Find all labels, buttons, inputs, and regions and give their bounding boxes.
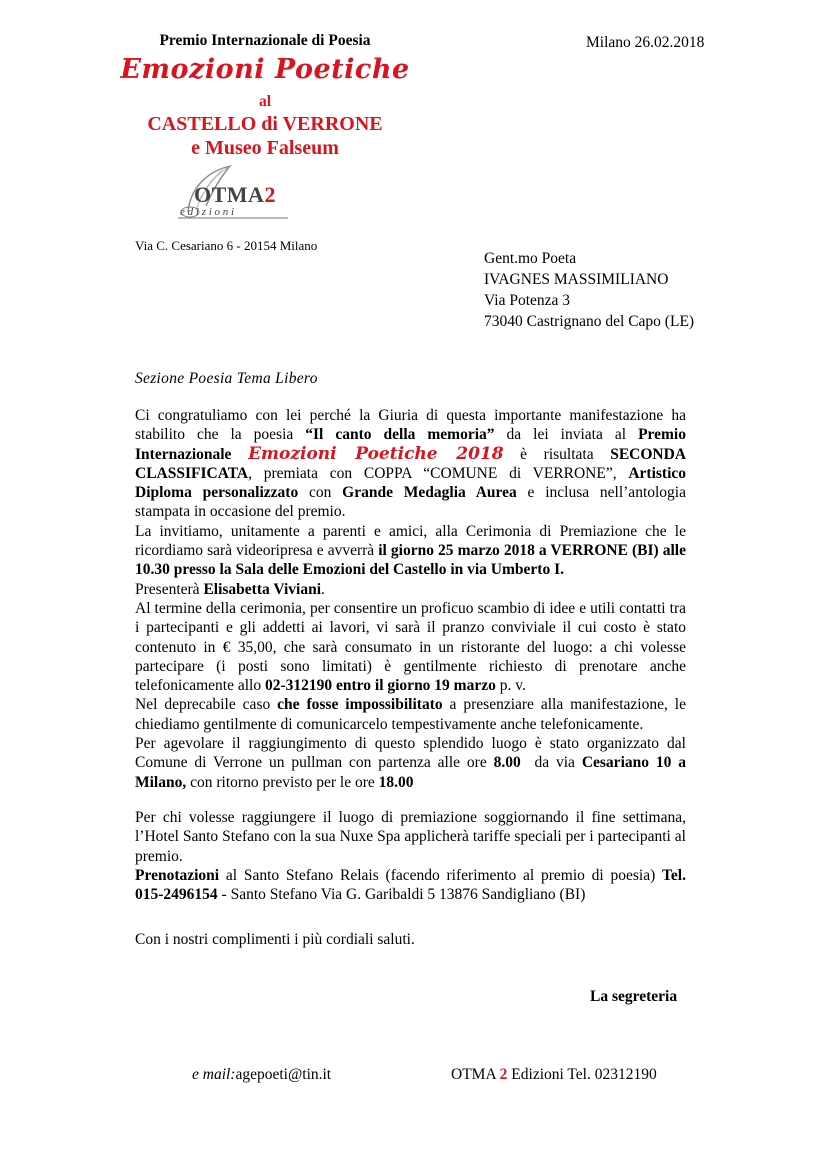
departure-address: Cesariano 10 a Milano, <box>135 754 686 791</box>
recipient-block <box>484 248 694 332</box>
footer-otma-name: OTMA <box>451 1066 500 1083</box>
footer-otma-number: 2 <box>499 1066 508 1083</box>
ceremony-details: il giorno 25 marzo 2018 a VERRONE (BI) alle 10.30 presso la Sala delle Emozioni del Castello in via Umberto I. <box>135 542 686 579</box>
otma-logo <box>160 160 300 230</box>
poem-title: “Il canto della memoria” <box>305 426 495 444</box>
premio-name: Premio Internazionale <box>135 426 686 463</box>
text-run: La invitiamo, unitamente a parenti e amici, alla Cerimonia di Premiazione che le ricordiamo sarà videoripresa e avverrà <box>135 522 686 560</box>
closing-line: Con i nostri complimenti i più cordiali saluti. <box>135 931 415 948</box>
paragraph-gap <box>135 792 686 808</box>
classification: SECONDA CLASSIFICATA <box>135 445 687 482</box>
text-run: . <box>321 580 325 598</box>
letterhead <box>70 30 460 160</box>
presenter-name: Elisabetta Viviani <box>203 580 321 598</box>
diploma: Artistico Diploma personalizzato <box>135 464 686 502</box>
footer-otma <box>451 1066 657 1084</box>
return-time: 18.00 <box>378 773 414 791</box>
absence-emphasis: che fosse impossibilitato <box>277 696 443 714</box>
paragraph-invitation <box>135 522 686 580</box>
email-label: e mail: <box>192 1066 236 1083</box>
text-run: a presenziare alla manifestazione, le chiediamo gentilmente di comunicarcelo tempestivamente anche telefonicamente. <box>135 696 686 733</box>
al-word: al <box>258 93 272 110</box>
paragraph-lunch <box>135 599 686 695</box>
booking-label: Prenotazioni <box>135 866 220 884</box>
text-run: p. v. <box>495 677 526 695</box>
paragraph-booking <box>135 866 686 905</box>
footer-email <box>192 1066 331 1084</box>
letter-date: Milano 26.02.2018 <box>586 34 705 51</box>
medal: Grande Medaglia Aurea <box>342 484 517 502</box>
paragraph-bus <box>135 734 686 792</box>
text-run: con <box>298 484 343 502</box>
paragraph-congratulations <box>135 406 686 522</box>
hotel-phone: Tel. 015-2496154 <box>135 866 686 904</box>
sender-address: Via C. Cesariano 6 - 20154 Milano <box>135 238 318 253</box>
emozioni-inline: Emozioni Poetiche 2018 <box>248 443 504 464</box>
text-run: , premiata con COPPA “COMUNE di VERRONE”, <box>248 464 629 482</box>
text-run: Al termine della cerimonia, per consentire un proficuo scambio di idee e utili contatti tra i partecipanti e gli addetti ai lavori, vi sarà il pranzo conviviale il cui costo è stato contenuto in € 35,00, che sarà consumato in un ristorante del luogo: a chi volesse partecipare (i posti sono limitati) è gentilmente richiesto di prenotare anche telefonicamente allo <box>135 599 686 695</box>
paragraph-presenter <box>135 580 686 599</box>
text-run: da via <box>520 754 582 772</box>
text-run: da lei inviata al <box>494 426 639 444</box>
museo-line: e Museo Falseum <box>191 137 339 159</box>
logo-text: OTMA <box>194 182 265 207</box>
footer-otma-phone: Edizioni Tel. 02312190 <box>507 1066 657 1083</box>
paragraph-absence <box>135 695 686 734</box>
letter-body <box>135 406 686 904</box>
logo-subtitle: e d i z i o n i <box>180 206 235 218</box>
email-link[interactable]: agepoeti@tin.it <box>235 1066 332 1083</box>
text-run: al Santo Stefano Relais (facendo riferimento al premio di poesia) <box>219 866 663 884</box>
paragraph-hotel: Per chi volesse raggiungere il luogo di premiazione soggiornando il fine settimana, l’Hotel Santo Stefano con la sua Nuxe Spa applicherà tariffe speciali per i partecipanti al premio. <box>135 808 686 865</box>
recipient-city: 73040 Castrignano del Capo (LE) <box>484 313 695 330</box>
premio-title: Premio Internazionale di Poesia <box>159 32 371 49</box>
recipient-name: IVAGNES MASSIMILIANO <box>484 271 669 288</box>
text-run: e inclusa nell’antologia stampata in occasione del premio. <box>135 484 686 521</box>
text-run: è risultata <box>503 445 611 463</box>
emozioni-poetiche-title: Emozioni Poetiche <box>120 54 410 85</box>
text-run: Per agevolare il raggiungimento di questo splendido luogo è stato organizzato dal Comune di Verrone un pullman con partenza alle ore <box>135 735 686 772</box>
signature: La segreteria <box>590 988 678 1005</box>
departure-time: 8.00 <box>493 754 521 772</box>
text-run: Ci congratuliamo con lei perché la Giuria di questa importante manifestazione ha stabilito che la poesia <box>135 407 686 444</box>
text-run: - Santo Stefano Via G. Garibaldi 5 13876 Sandigliano (BI) <box>217 886 586 904</box>
logo-number: 2 <box>264 182 276 207</box>
text-run: Nel deprecabile caso <box>135 696 278 714</box>
text-run: Presenterà <box>135 580 204 598</box>
recipient-street: Via Potenza 3 <box>484 292 571 309</box>
section-label: Sezione Poesia Tema Libero <box>135 370 318 387</box>
recipient-salutation: Gent.mo Poeta <box>484 250 577 267</box>
booking-deadline: 02-312190 entro il giorno 19 marzo <box>264 677 496 695</box>
castello-line: CASTELLO di VERRONE <box>147 113 383 135</box>
text-run: con ritorno previsto per le ore <box>186 773 379 791</box>
